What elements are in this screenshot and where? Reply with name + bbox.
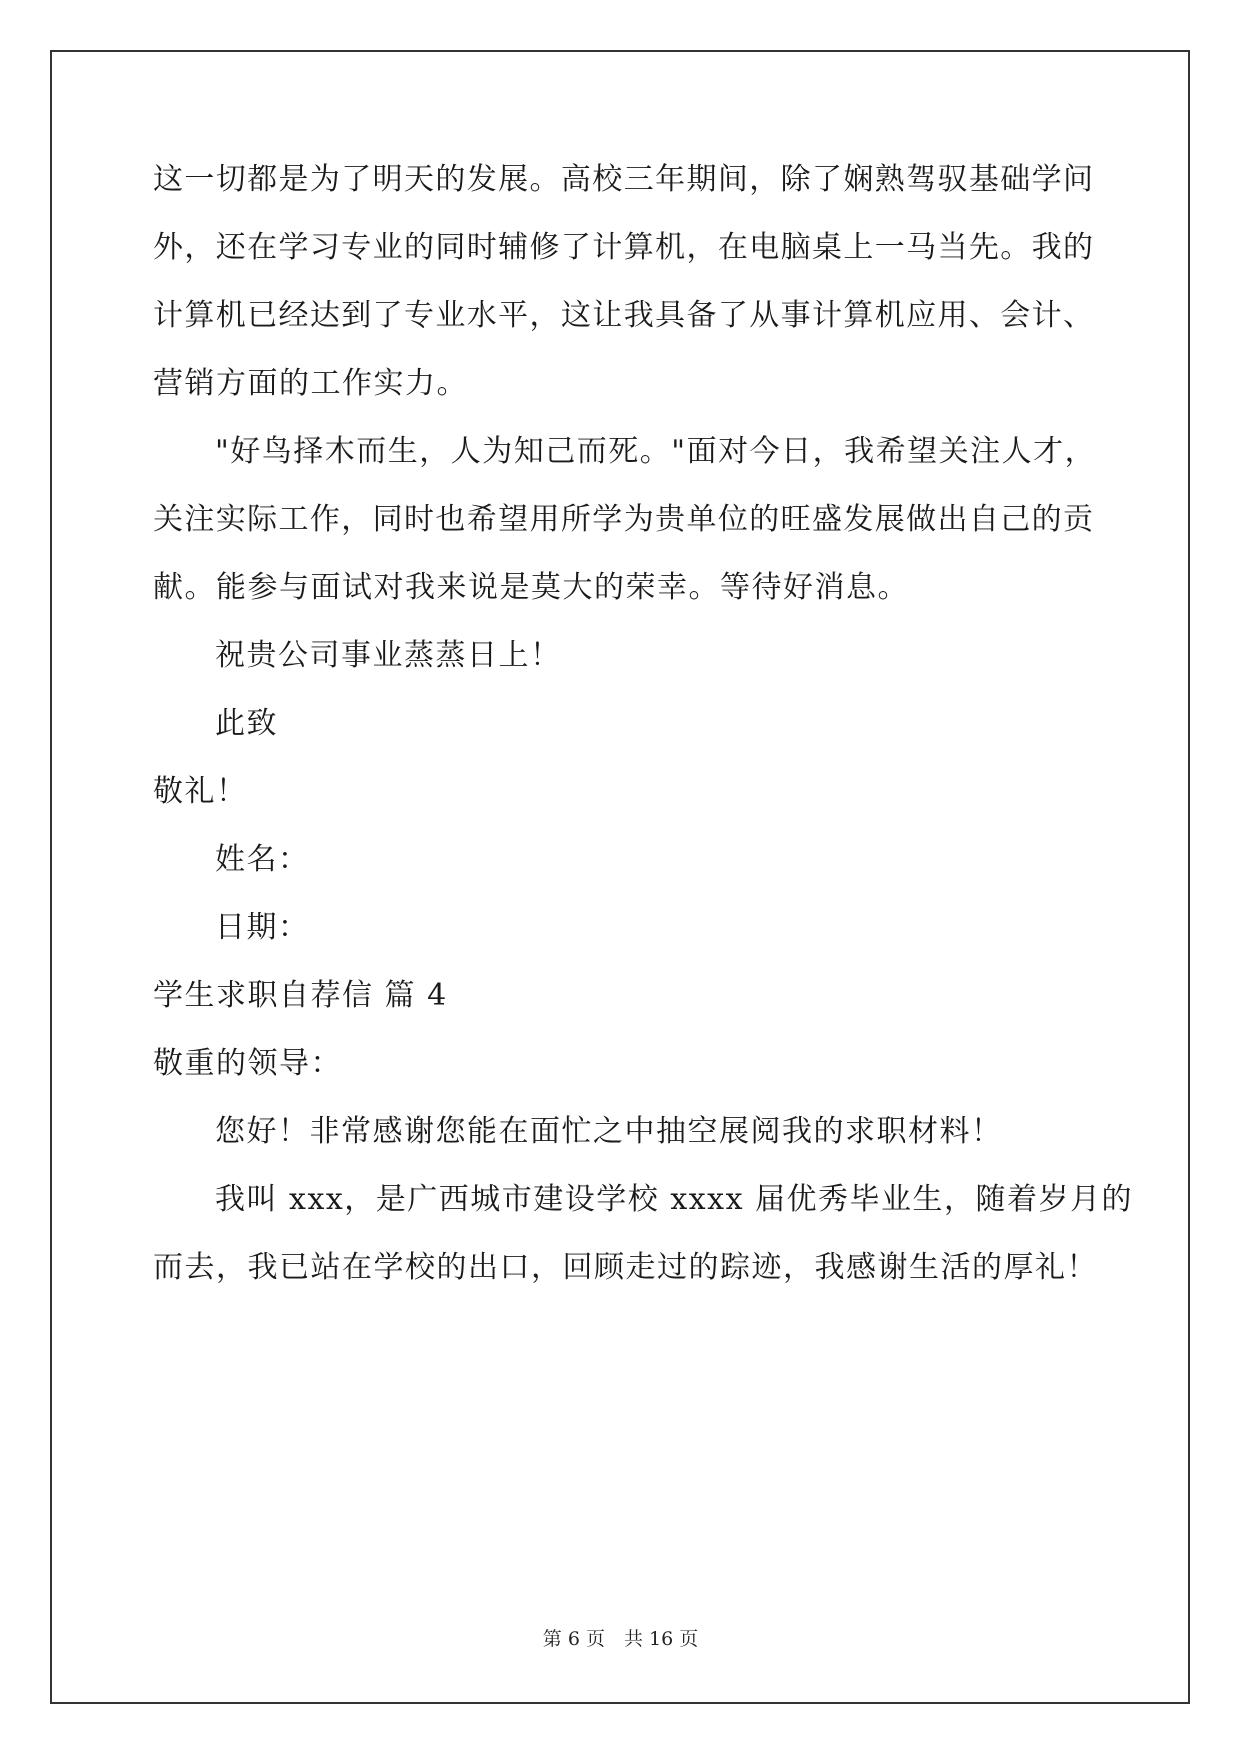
name-field-label: 姓名： [215,842,310,877]
text-line: 关注实际工作，同时也希望用所学为贵单位的旺盛发展做出自己的贡 [153,502,1093,537]
text-line: 这一切都是为了明天的发展。高校三年期间，除了娴熟驾驭基础学问 [153,162,1093,197]
text-line: 而去，我已站在学校的出口，回顾走过的踪迹，我感谢生活的厚礼！ [153,1250,1098,1285]
closing-line: 此致 [215,706,278,741]
text-line: 营销方面的工作实力。 [153,366,468,401]
text-line: 献。能参与面试对我来说是莫大的荣幸。等待好消息。 [153,570,909,605]
greeting-line: 祝贵公司事业蒸蒸日上！ [215,638,562,673]
text-line: 您好！非常感谢您能在面忙之中抽空展阅我的求职材料！ [215,1114,1003,1149]
text-line: 计算机已经达到了专业水平，这让我具备了从事计算机应用、会计、 [153,298,1093,333]
page-number-footer: 第 6 页 共 16 页 [542,1628,699,1650]
text-line: 外，还在学习专业的同时辅修了计算机，在电脑桌上一马当先。我的 [153,230,1093,265]
salute-line: 敬礼！ [153,774,248,809]
salutation-line: 敬重的领导： [153,1046,342,1081]
date-field-label: 日期： [215,910,310,945]
text-line: "好鸟择木而生，人为知己而死。"面对今日，我希望关注人才， [215,434,1097,469]
text-line: 我叫 xxx，是广西城市建设学校 xxxx 届优秀毕业生，随着岁月的 [215,1182,1134,1217]
section-heading: 学生求职自荐信 篇 4 [153,978,448,1013]
